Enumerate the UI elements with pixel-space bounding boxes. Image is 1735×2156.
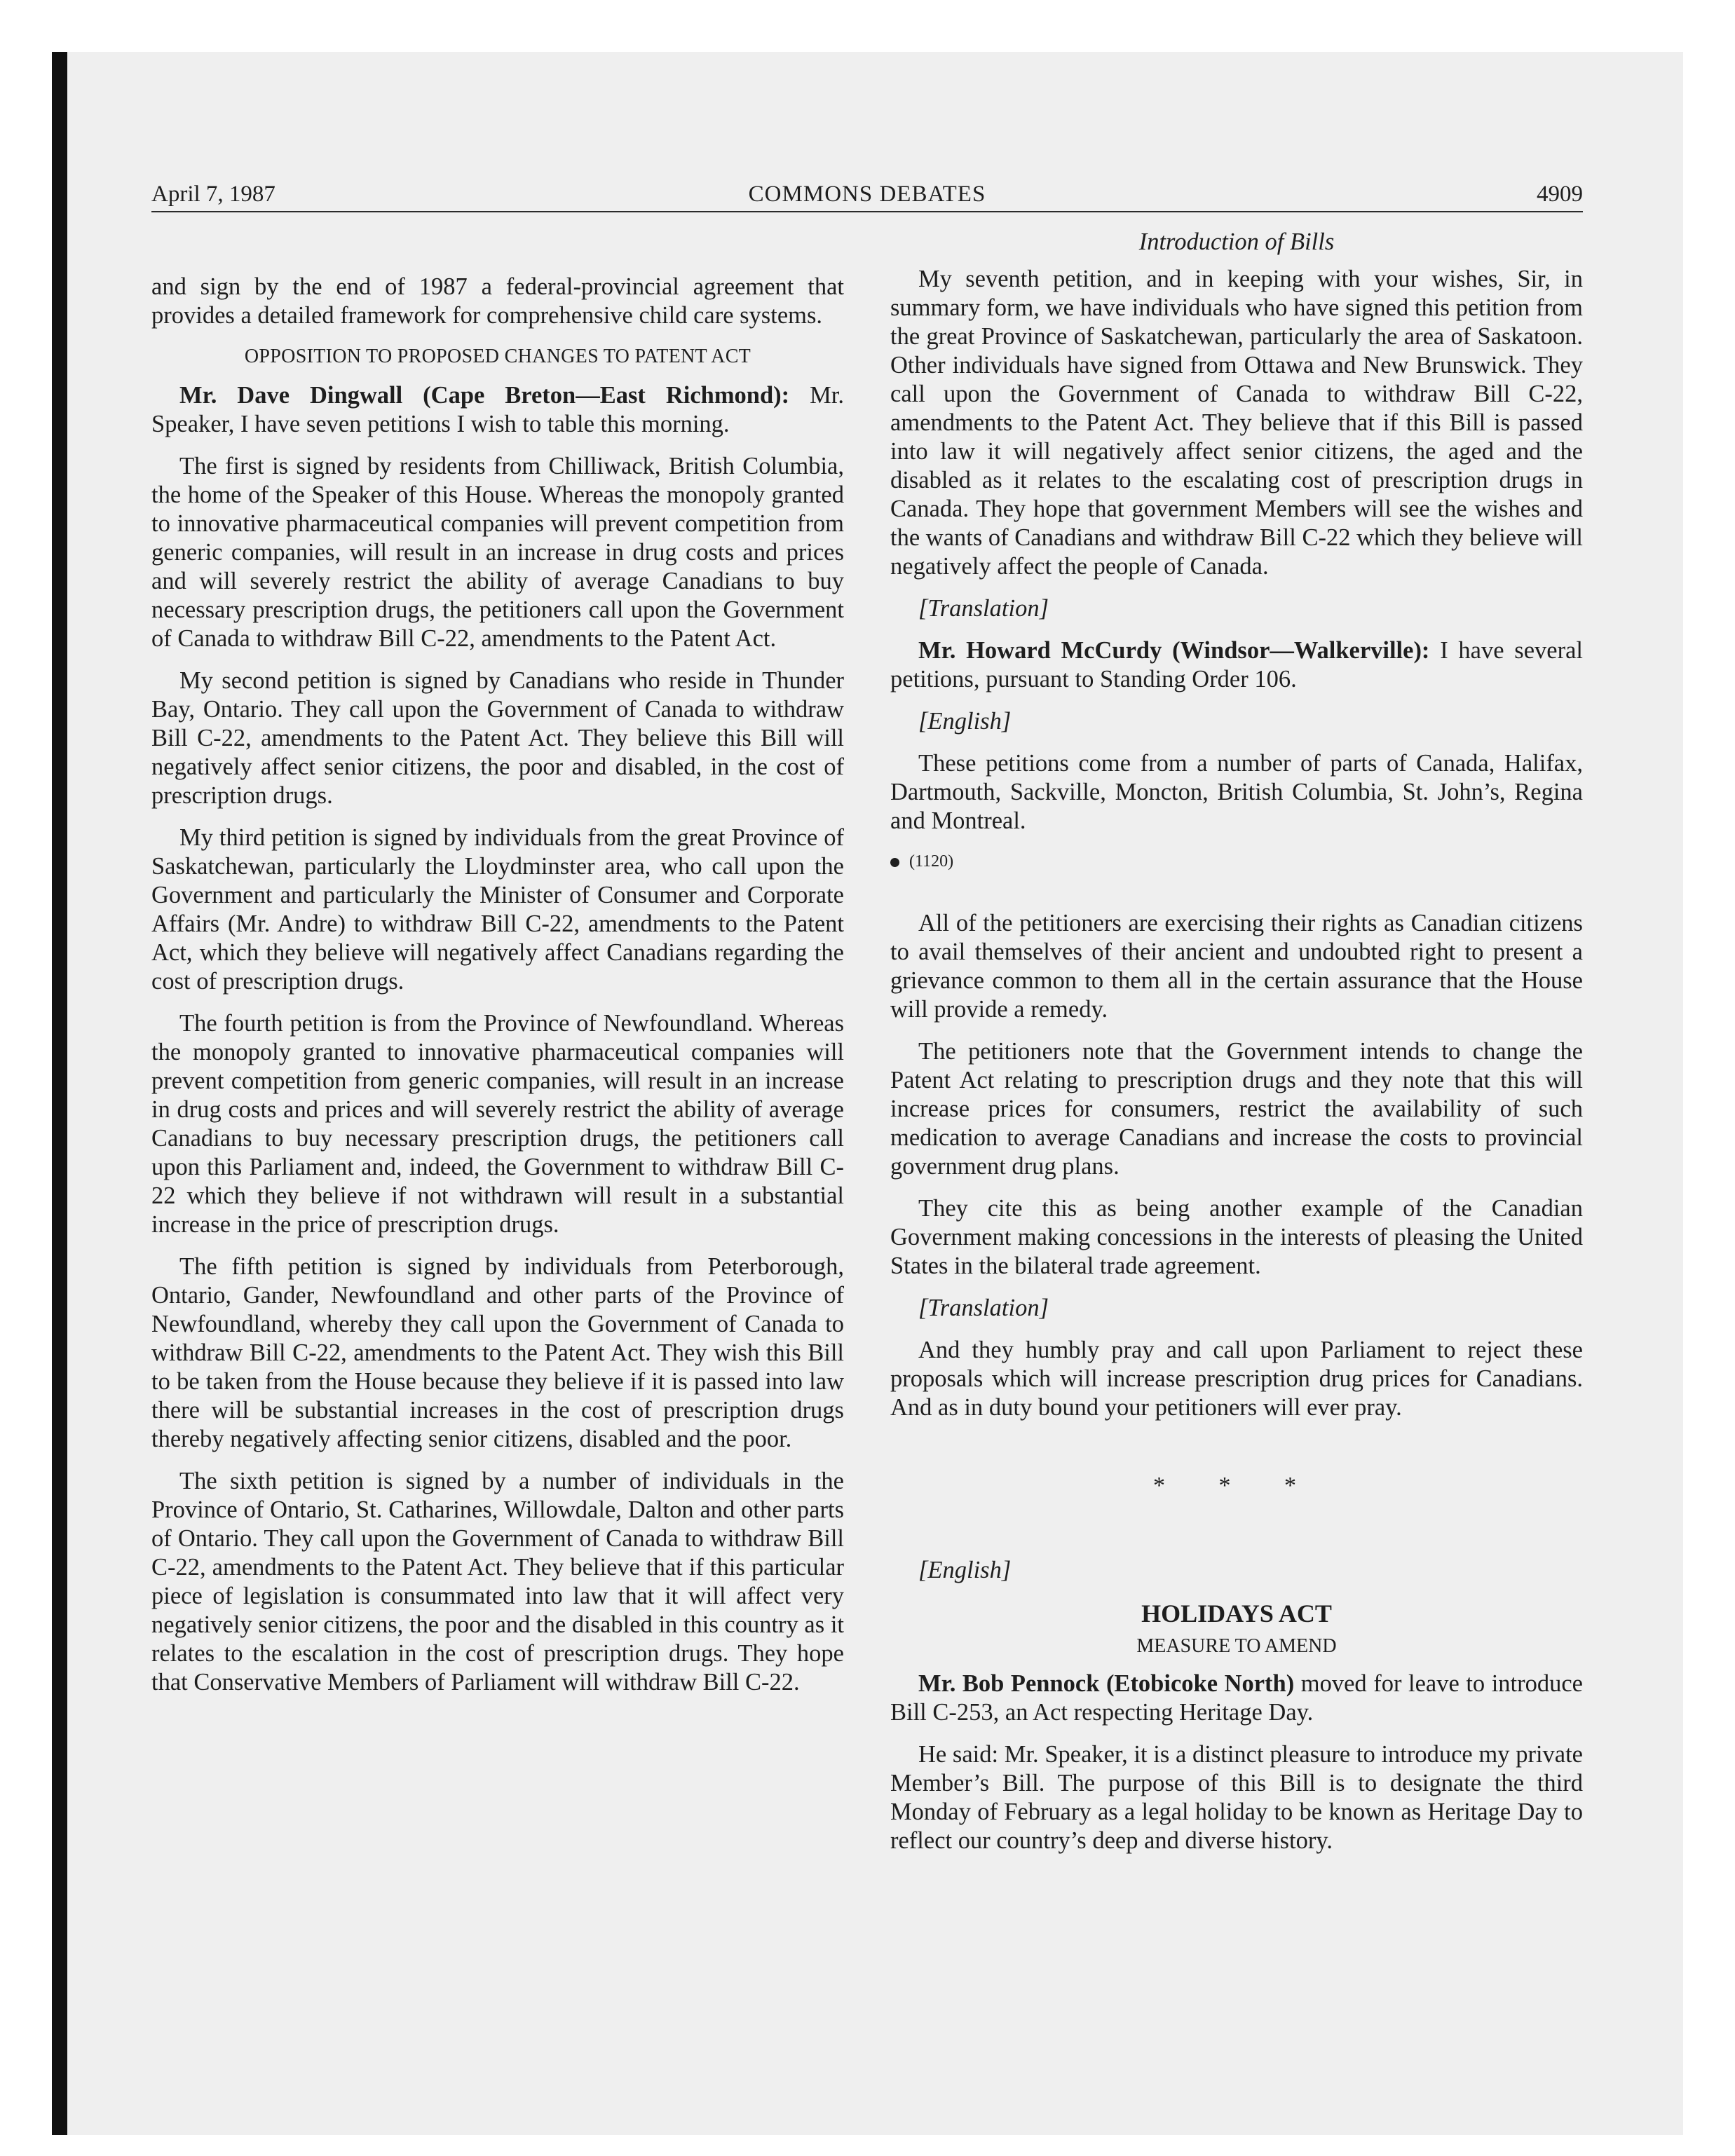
timestamp bbox=[890, 849, 1583, 874]
header-page-number: 4909 bbox=[1537, 182, 1583, 207]
speaker-text: moved for leave to introduce Bill C-253, an Act respecting Heritage Day. bbox=[890, 1670, 1583, 1726]
scan-edge-shadow bbox=[52, 52, 67, 2135]
section-heading: OPPOSITION TO PROPOSED CHANGES TO PATENT ACT bbox=[244, 346, 751, 367]
paragraph: And they humbly pray and call upon Parliament to reject these proposals which will increase prescription drug prices for Canadians. And as in duty bound your petitioners will ever pray. bbox=[890, 1337, 1583, 1421]
language-marker: [Translation] bbox=[918, 595, 1049, 622]
running-head bbox=[151, 178, 1583, 210]
speaker-name: Mr. Howard McCurdy (Windsor—Walkerville): bbox=[918, 637, 1430, 664]
speaker-text: Mr. Speaker, I have seven petitions I wish to table this morning. bbox=[151, 382, 845, 437]
speaker-paragraph bbox=[151, 381, 844, 439]
paragraph: All of the petitioners are exercising their rights as Canadian citizens to avail themselves of their ancient and undoubted right to present a grievance common to them all in the certain assurance that the House will provide a remedy. bbox=[890, 910, 1583, 1023]
paragraph: and sign by the end of 1987 a federal-provincial agreement that provides a detailed framework for comprehensive child care systems. bbox=[151, 273, 844, 329]
bullet-icon bbox=[890, 858, 899, 867]
act-title: HOLIDAYS ACT bbox=[1141, 1599, 1332, 1628]
right-column bbox=[890, 228, 1583, 1869]
header-title: COMMONS DEBATES bbox=[748, 182, 986, 207]
language-marker: [Translation] bbox=[918, 1295, 1049, 1321]
paragraph: The first is signed by residents from Chilliwack, British Columbia, the home of the Speaker of this House. Whereas the monopoly granted to innovative pharmaceutical companies will prevent competition from generic companies, will result in an increase in drug costs and prices and will severely restrict the ability of average Canadians to buy necessary prescription drugs, the petitioners call upon the Government of Canada to withdraw Bill C-22, amendments to the Patent Act. bbox=[151, 453, 844, 652]
header-date: April 7, 1987 bbox=[151, 182, 275, 207]
paragraph: The fourth petition is from the Province of Newfoundland. Whereas the monopoly granted to innovative pharmaceutical companies will prevent competition from generic companies, will result in an increase in drug costs and prices and will severely restrict the ability of average Canadians to buy necessary prescription drugs, the petitioners call upon this Parliament and, indeed, the Government to withdraw Bill C-22 which they believe if not withdrawn will result in a substantial increase in the price of prescription drugs. bbox=[151, 1010, 844, 1238]
speaker-paragraph bbox=[890, 1670, 1583, 1727]
language-marker: [English] bbox=[918, 1557, 1012, 1583]
act-subtitle: MEASURE TO AMEND bbox=[1136, 1635, 1337, 1657]
paragraph: The petitioners note that the Government intends to change the Patent Act relating to prescription drugs and they note that this will increase prices for consumers, restrict the availability of such medication to average Canadians and increase the costs to provincial government drug plans. bbox=[890, 1038, 1583, 1180]
timestamp-text: (1120) bbox=[909, 852, 954, 871]
speaker-text: I have several petitions, pursuant to Standing Order 106. bbox=[890, 637, 1583, 692]
paragraph: My third petition is signed by individuals from the great Province of Saskatchewan, particularly the Lloydminster area, who call upon the Government and particularly the Minister of Consumer and Corporate Affairs (Mr. Andre) to withdraw Bill C-22, amendments to the Patent Act, which they believe will negatively affect Canadians regarding the cost of prescription drugs. bbox=[151, 824, 844, 995]
speaker-name: Mr. Bob Pennock (Etobicoke North) bbox=[918, 1670, 1295, 1697]
section-label: Introduction of Bills bbox=[1138, 228, 1335, 255]
speaker-paragraph bbox=[890, 636, 1583, 694]
paragraph: The sixth petition is signed by a number of individuals in the Province of Ontario, St. Catharines, Willowdale, Dalton and other parts of Ontario. They call upon the Government of Canada to withdraw Bill C-22, amendments to the Patent Act. They believe that if this particular piece of legislation is consummated into law that it will affect very negatively senior citizens, the poor and the disabled in this country as it relates to the escalation in the cost of prescription drugs. They hope that Conservative Members of Parliament will withdraw Bill C-22. bbox=[151, 1468, 844, 1696]
paragraph: He said: Mr. Speaker, it is a distinct pleasure to introduce my private Member’s Bill. The purpose of this Bill is to designate the third Monday of February as a legal holiday to be known as Heritage Day to reflect our country’s deep and diverse history. bbox=[890, 1741, 1583, 1854]
column-top-space bbox=[151, 228, 844, 273]
paragraph: My seventh petition, and in keeping with your wishes, Sir, in summary form, we have individuals who have signed this petition from the great Province of Saskatchewan, particularly the area of Saskatoon. Other individuals have signed from Ottawa and New Brunswick. They call upon the Government of Canada to withdraw Bill C-22, amendments to the Patent Act. They believe that if this Bill is passed into law it will negatively affect senior citizens, the aged and the disabled as it relates to the escalating cost of prescription drugs in Canada. They hope that government Members will see the wishes and the wants of Canadians and withdraw Bill C-22 which they believe will negatively affect the people of Canada. bbox=[890, 266, 1583, 580]
paragraph: My second petition is signed by Canadians who reside in Thunder Bay, Ontario. They call upon the Government of Canada to withdraw Bill C-22, amendments to the Patent Act. They believe this Bill will negatively affect senior citizens, the poor and disabled, in the cost of prescription drugs. bbox=[151, 667, 844, 809]
section-separator: * * * bbox=[1153, 1473, 1320, 1499]
paragraph: These petitions come from a number of parts of Canada, Halifax, Dartmouth, Sackville, Moncton, British Columbia, St. John’s, Regina and Montreal. bbox=[890, 750, 1583, 834]
speaker-name: Mr. Dave Dingwall (Cape Breton—East Richmond): bbox=[179, 382, 790, 409]
paragraph: The fifth petition is signed by individuals from Peterborough, Ontario, Gander, Newfoundland and other parts of the Province of Newfoundland, whereby they call upon the Government of Canada to withdraw Bill C-22, amendments to the Patent Act. They wish this Bill to be taken from the House because they believe if it is passed into law there will be substantial increases in the cost of prescription drugs thereby negatively affecting senior citizens, disabled and the poor. bbox=[151, 1253, 844, 1452]
left-column bbox=[151, 228, 844, 1710]
header-rule bbox=[151, 211, 1583, 212]
language-marker: [English] bbox=[918, 708, 1012, 735]
paragraph: They cite this as being another example of the Canadian Government making concessions in the interests of pleasing the United States in the bilateral trade agreement. bbox=[890, 1195, 1583, 1279]
